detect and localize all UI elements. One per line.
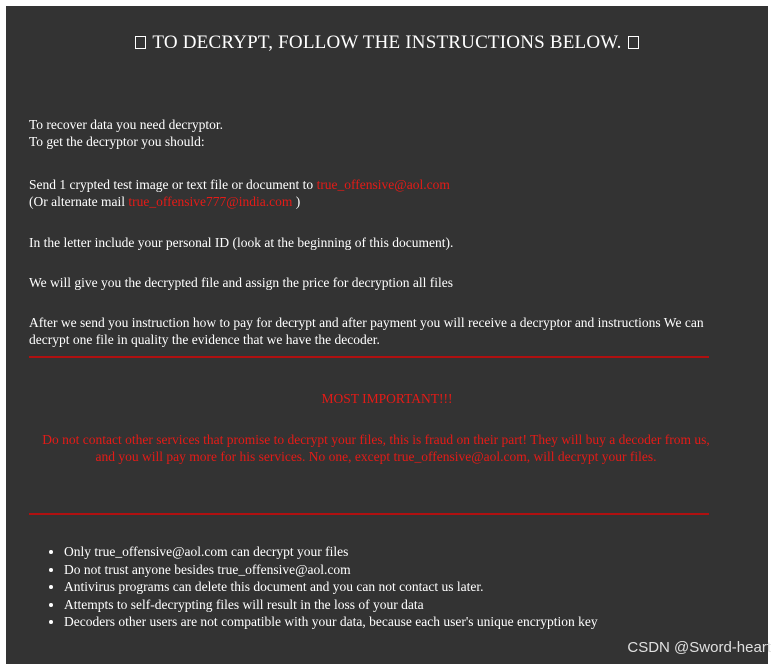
- important-warning-text: Do not contact other services that promise to decrypt your files, this is fraud on their part! They will buy a decoder from us, and you will pay more for his services. No one, except true_offensive@aol.com, will decrypt your files.: [42, 432, 710, 464]
- bullet-item: • Attempts to self-decrypting files will result in the loss of your data: [64, 596, 764, 614]
- alt-prefix: (Or alternate mail: [29, 194, 129, 209]
- most-important-heading: MOST IMPORTANT!!!: [321, 391, 453, 406]
- intro-paragraph: [29, 116, 749, 150]
- bullet-item: • Only true_offensive@aol.com can decrypt your files: [64, 543, 764, 561]
- payment-info: After we send you instruction how to pay for decrypt and after payment you will receive a decryptor and instructions We can decrypt one file in quality the evidence that we have the decoder.: [29, 315, 704, 347]
- send-line: [29, 176, 749, 193]
- send-text: Send 1 crypted test image or text file or document to: [29, 177, 317, 192]
- intro-line-2: To get the decryptor you should:: [29, 134, 205, 149]
- bullet-item: • Decoders other users are not compatible with your data, because each user's unique encryption key: [64, 613, 764, 631]
- decrypt-promise: We will give you the decrypted file and assign the price for decryption all files: [29, 275, 454, 290]
- send-paragraph: [29, 176, 749, 210]
- note-title: [6, 32, 768, 54]
- divider-bottom: [29, 513, 709, 515]
- alt-suffix: ): [292, 194, 301, 209]
- bullet-item: • Antivirus programs can delete this document and you can not contact us later.: [64, 578, 764, 596]
- intro-line-1: To recover data you need decryptor.: [29, 117, 223, 132]
- ransom-note-panel: [6, 6, 768, 664]
- rules-bullet-list: [36, 543, 764, 631]
- bullet-item: • Do not trust anyone besides true_offensive@aol.com: [64, 561, 764, 579]
- note-title-text: TO DECRYPT, FOLLOW THE INSTRUCTIONS BELOW.: [152, 32, 622, 53]
- id-instruction: In the letter include your personal ID (look at the beginning of this document).: [29, 235, 454, 250]
- missing-glyph-box-icon: [628, 36, 639, 49]
- csdn-watermark: CSDN @Sword-heart: [627, 639, 771, 656]
- alternate-mail-line: [29, 193, 749, 210]
- divider-top: [29, 356, 709, 358]
- primary-email-link[interactable]: true_offensive@aol.com: [316, 177, 450, 192]
- alternate-email-link[interactable]: true_offensive777@india.com: [128, 194, 293, 209]
- missing-glyph-box-icon: [135, 36, 146, 49]
